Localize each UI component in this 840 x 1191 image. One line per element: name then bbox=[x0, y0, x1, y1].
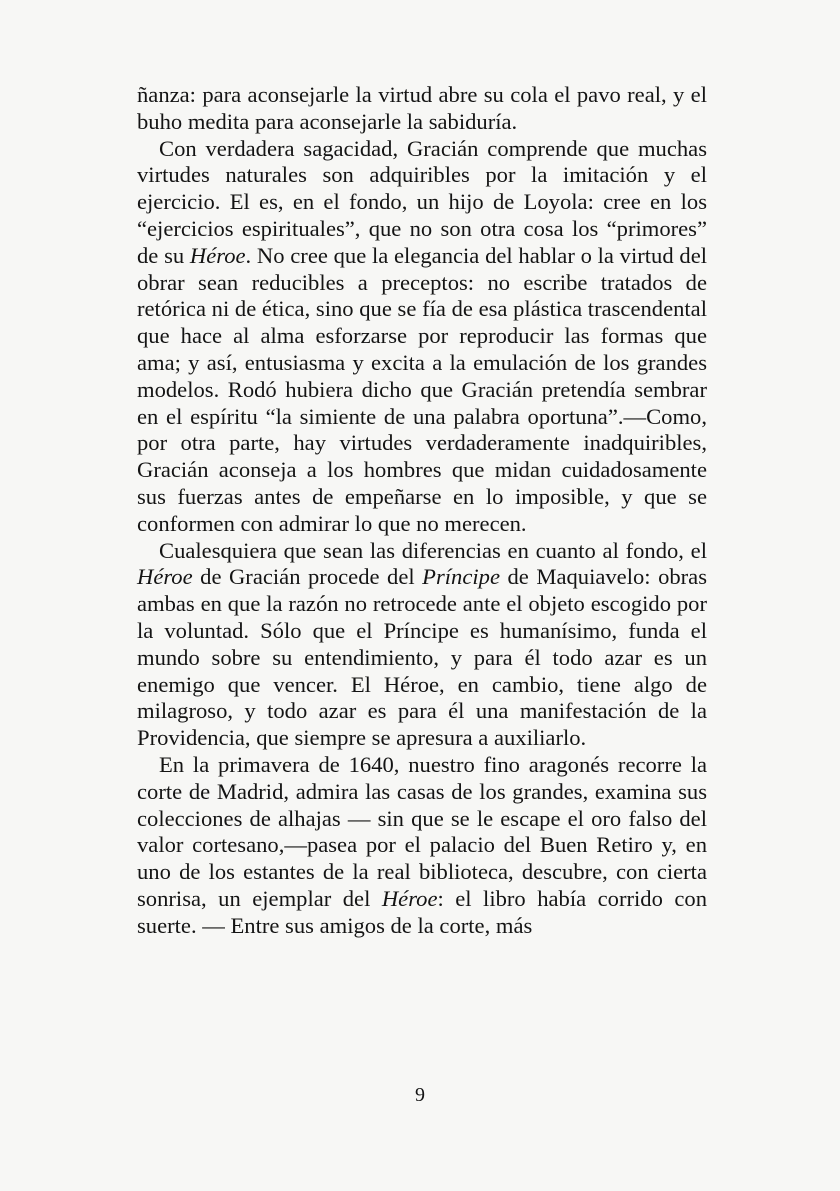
italic-title: Héroe bbox=[189, 242, 246, 268]
text-run: Con verdadera sagacidad, Gracián comprende que muchas virtudes naturales son adquiribles por la imitación y el ejercicio. El es, en el fondo, un hijo de Loyola: cree en los “ejercicios espirituales”, que no son otra cosa los “primores” de su bbox=[137, 135, 707, 268]
text-run: de Maquiavelo: obras ambas en que la razón no retrocede ante el objeto escogido por la voluntad. Sólo que el Príncipe es humanísimo, funda el mundo sobre su entendimiento, y para él todo azar es un enemigo que vencer. El Héroe, en cambio, tiene algo de milagroso, y todo azar es para él una manifestación de la Providencia, que siempre se apresura a auxiliarlo. bbox=[137, 564, 708, 751]
paragraph-3 bbox=[137, 538, 707, 752]
italic-title: Héroe bbox=[137, 564, 193, 590]
text-run: Cualesquiera que sean las diferencias en cuanto al fondo, el bbox=[159, 537, 707, 563]
text-run: : el libro había corrido con suerte. — Entre sus amigos de la corte, más bbox=[137, 885, 707, 938]
text-run: de Gracián procede del bbox=[192, 564, 423, 590]
text-run: En la primavera de 1640, nuestro fino aragonés recorre la corte de Madrid, admira las casas de los grandes, examina sus colecciones de alhajas — sin que se le escape el oro falso del valor cortesano,—pasea por el palacio del Buen Retiro y, en uno de los estantes de la real biblioteca, descubre, con cierta sonrisa, un ejemplar del bbox=[137, 751, 707, 911]
paragraph-1 bbox=[137, 82, 707, 136]
paragraph-4 bbox=[137, 752, 707, 940]
italic-title: Príncipe bbox=[422, 564, 500, 590]
text-run: . No cree que la elegancia del hablar o la virtud del obrar sean reducibles a preceptos: no escribe tratados de retórica ni de ética, sino que se fía de esa plástica trascendental que hace al alma esforzarse por reproducir las formas que ama; y así, entusiasma y excita a la emulación de los grandes modelos. Rodó hubiera dicho que Gracián pretendía sembrar en el espíritu “la simiente de una palabra oportuna”.—Como, por otra parte, hay virtudes verdaderamente inadquiribles, Gracián aconseja a los hombres que midan cuidadosamente sus fuerzas antes de empeñarse en lo imposible, y que se conformen con admirar lo que no merecen. bbox=[137, 242, 707, 536]
text-run: ñanza: para aconsejarle la virtud abre su cola el pavo real, y el buho medita para aconsejarle la sabiduría. bbox=[137, 82, 707, 134]
paragraph-2 bbox=[137, 136, 707, 538]
body-text bbox=[137, 82, 707, 940]
page-number: 9 bbox=[415, 1084, 425, 1106]
italic-title: Héroe bbox=[381, 885, 438, 911]
